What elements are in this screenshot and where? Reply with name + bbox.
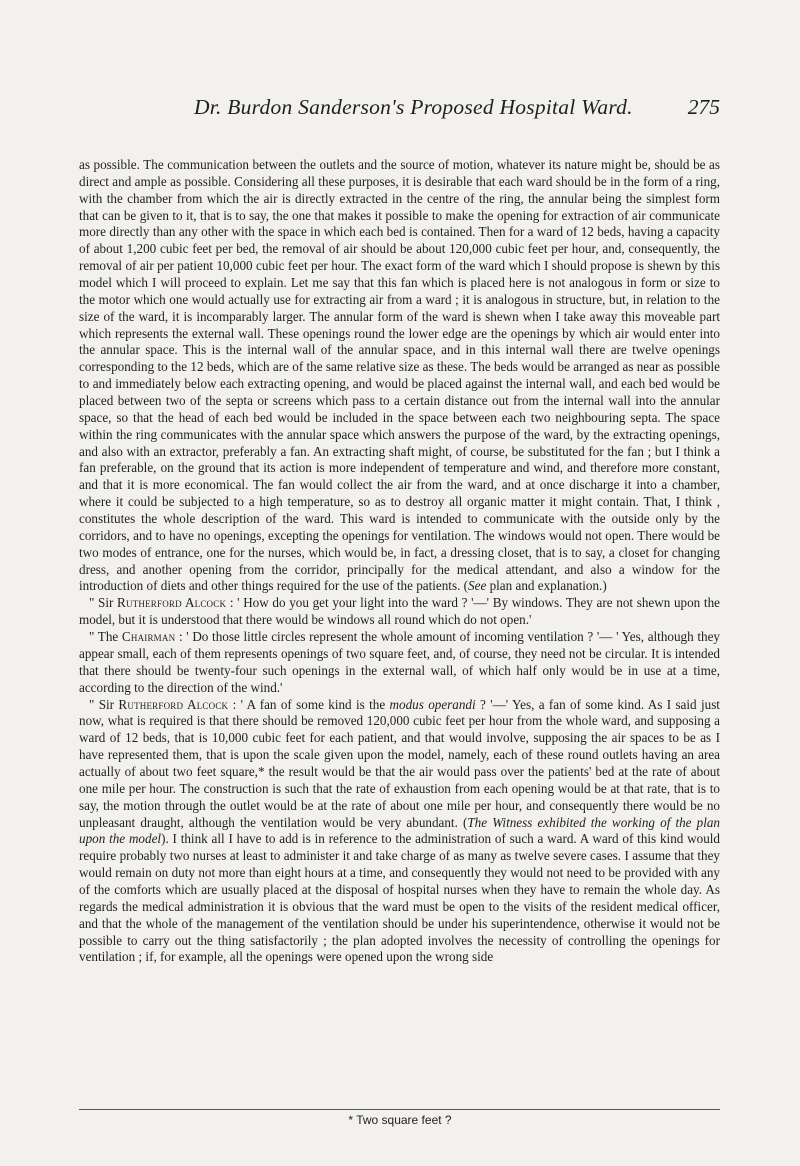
paragraph-text: : ' Do those little circles represent the whole amount of incoming ventilation ? '— ' Yes, although they appear small, each of them represents openings of two square feet, and, of course, they need not be circular. It is intended that there should be twenty-four such openings in the external wall, of which half only would be in use at a time, according to the direction of the wind.' — [79, 629, 720, 695]
running-head: Dr. Burdon Sanderson's Proposed Hospital Ward. — [194, 95, 633, 119]
see-word: See — [468, 578, 487, 594]
paragraph-text: as possible. The communication between the outlets and the source of motion, whatever its nature might be, should be as direct and ample as possible. Considering all these purposes, it is desirable that each ward should be in the form of a ring, with the chamber from which the air is directly extracted in the centre of the ring, the annular being the simplest form that can be given to it, that is to say, the one that makes it possible to make the opening for extraction of air communicate more directly than any other with the space in which each bed is contained. Then for a ward of 12 beds, having a capacity of about 1,200 cubic feet per bed, the removal of air should be about 120,000 cubic feet per hour, and, consequently, the removal of air per patient 10,000 cubic feet per hour. The exact form of the ward which I should propose is shewn by this model which I will proceed to explain. Let me say that this fan which is placed here is not analogous in form or size to the motor which one would actually use for extracting air from a ward ; it is analogous in structure, but, in relation to the size of the ward, it is incomparably larger. The annular form of the ward is shewn when I take away this moveable part which represents the external wall. These openings round the lower edge are the openings by which air would enter into the annular space. This is the internal wall of the annular space, and in this internal wall there are twelve openings corresponding to the 12 beds, which are of the same relative size as these. The beds would be arranged as near as possible to and immediately below each extracting opening, and would be placed against the internal wall, and each bed would be placed between two of the septa or screens which pass to a certain distance out from the internal wall into the annular space, so that the head of each bed would be included in the space between each two neighbouring septa. The space within the ring communicates with the annular space which answers the purpose of the ward, by the extracting openings, and also with an extractor, preferably a fan. An extracting shaft might, of course, be substituted for the fan ; but I think a fan preferable, on the ground that its action is more independent of temperature and wind, and therefore more constant, and that it is more economical. The fan would collect the air from the ward, and at once discharge it into a chamber, where it could be subjected to a high temperature, so as to destroy all organic matter it might contain. That, I think , constitutes the whole description of the ward. This ward is intended to communicate with the outside only by the corridors, and to have no openings, excepting the openings for ventilation. The windows would not open. There would be two modes of entrance, one for the nurses, which would be, in fact, a dressing closet, that is to say, a closet for changing dress, and another opening from the corridor, principally for the medical attendant, and also a window for the introduction of diets and other things required for the use of the patients. — [79, 157, 720, 594]
paragraph-text: : ' How do you get your light into the ward ? '—' By windows. They are not shewn upon the model, but it is understood that there would be windows all round which do not open.' — [79, 595, 720, 628]
footnote-divider — [79, 1109, 720, 1110]
paragraph: " Sir Rutherford Alcock : ' A fan of some kind is the modus operandi ? '—' Yes, a fan of some kind. As I said just now, what is required is that there should be removed 120,000 cubic feet per hour from the whole ward, and supposing a ward of 12 beds, that is 10,000 cubic feet for each patient, and that would involve, supposing the air spaces to be as I have represented them, that is upon the scale given upon the model, namely, each of these round outlets having an area actually of about two feet square,* the result would be that the air would pass over the patients' bed at the rate of about one mile per hour. The construction is such that the rate of exhaustion from each opening would be at that rate, that is to say, the motion through the outlet would be at the rate of about one mile per hour, and consequently there would be no unpleasant draught, although the ventilation would be very abundant. (The Witness exhibited the working of the plan upon the model). I think all I have to add is in reference to the administration of such a ward. A ward of this kind would require probably two nurses at least to administer it and take charge of as many as twelve severe cases. I assume that they would remain on duty not more than eight hours at a time, and consequently they would not need to be provided with any of the comforts which are usually placed at the disposal of hospital nurses when they have to remain the whole day. As regards the medical administration it is obvious that the ward must be open to the visits of the resident medical officer, and that the whole of the management of the ventilation should be under his superintendence, otherwise it would not be possible to carry out the thing satisfactorily ; the plan adopted involves the necessity of controlling the openings for ventilation ; if, for example, all the openings were opened upon the wrong side — [79, 696, 720, 965]
page-header — [0, 95, 720, 131]
paragraph: " Sir Rutherford Alcock : ' How do you get your light into the ward ? '—' By windows. They are not shewn upon the model, but it is understood that there would be windows all round which do not open.' — [79, 595, 720, 628]
italic-phrase: The Witness exhibited the working of the plan upon the model — [79, 814, 720, 847]
paragraph: " The Chairman : ' Do those little circles represent the whole amount of incoming ventilation ? '— ' Yes, although they appear small, each of them represents openings of two square feet, and, of course, they need not be circular. It is intended that there should be twenty-four such openings in the external wall, of which half only would be in use at a time, according to the direction of the wind.' — [79, 629, 720, 695]
speaker-name: Chairman — [121, 629, 176, 645]
speaker-name: Rutherford Alcock — [118, 696, 229, 712]
speaker-name: Rutherford Alcock — [117, 595, 227, 611]
page-number: 275 — [687, 95, 720, 119]
paragraph — [79, 157, 720, 595]
footnote: * Two square feet ? — [348, 1113, 452, 1127]
italic-phrase: modus operandi — [389, 696, 476, 712]
body-text — [79, 157, 720, 966]
see-reference: (See plan and explanation.) — [463, 578, 607, 594]
